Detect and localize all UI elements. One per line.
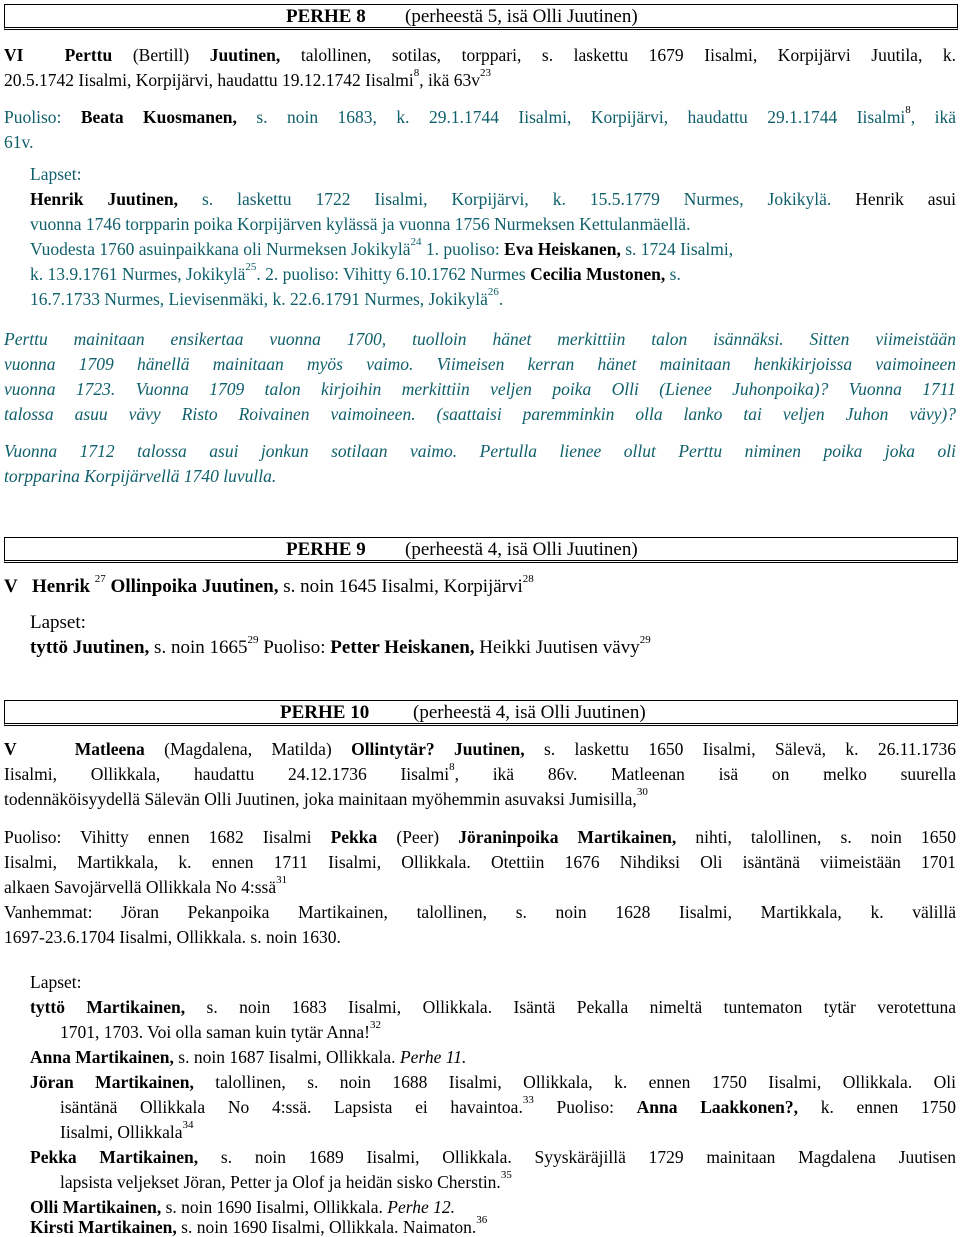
p9-child-1: tyttö Juutinen, s. noin 1665$^{29}$ Puoliso: Petter Heiskanen, Heikki Juutisen vävy$^{29}$ xyxy=(30,633,651,658)
family-10-title: PERHE 10 xyxy=(280,702,370,723)
p8-child-1-line-5: 16.7.1733 Nurmes, Lievisenmäki, k. 22.6.1791 Nurmes, Jokikylä$^{26}$. xyxy=(30,286,504,309)
p10-child-3-line-1: Jöran Martikainen, talollinen, s. noin 1688 Iisalmi, Ollikkala, k. ennen 1750 Iisalmi, Ollikkala. Oli xyxy=(30,1072,957,1092)
p8-line-1: VI Perttu (Bertill) Juutinen, talollinen, sotilas, torppari, s. laskettu 1679 Iisalmi, Korpijärvi Juutila, k. xyxy=(4,45,957,65)
p8-line-4: 61v. xyxy=(4,132,34,152)
p10-child-2: Anna Martikainen, s. noin 1687 Iisalmi, Ollikkala. Perhe 11. xyxy=(30,1047,467,1067)
p9-line-1: V Henrik $^{27}$ Ollinpoika Juutinen, s. noin 1645 Iisalmi, Korpijärvi$^{28}$ xyxy=(4,572,534,597)
p8-line-2: 20.5.1742 Iisalmi, Korpijärvi, haudattu 19.12.1742 Iisalmi$^8$, ikä $63v^{23}$ xyxy=(4,67,492,90)
p10-lapset-label: Lapset: xyxy=(30,972,82,992)
p8-child-1-line-1: Henrik Juutinen, s. laskettu 1722 Iisalmi, Korpijärvi, k. 15.5.1779 Nurmes, Jokikylä. Henrik asui xyxy=(30,189,956,209)
family-9-title: PERHE 9 xyxy=(286,539,366,560)
p8-note-line-4: talossa asuu vävy Risto Roivainen vaimoineen. (saattaisi paremminkin olla lanko tai veljen Juhon vävy)? xyxy=(4,404,956,424)
family-9-subtitle: (perheestä 4, isä Olli Juutinen) xyxy=(405,539,638,560)
p8-note-line-1: Perttu mainitaan ensikertaa vuonna 1700, tuolloin hänet merkittiin talon isännäksi. Sitten viimeistään xyxy=(4,329,956,349)
p10-line-2: Iisalmi, Ollikkala, haudattu 24.12.1736 Iisalmi$^8$, ikä 86v. Matleenan isä on melko suurella xyxy=(4,761,956,784)
p10-line-1: V Matleena (Magdalena, Matilda) Ollintytär? Juutinen, s. laskettu 1650 Iisalmi, Sälevä, k. 26.11.1736 xyxy=(4,739,957,759)
p8-child-1-line-2: vuonna 1746 torpparin poika Korpijärven kylässä ja vuonna 1756 Nurmeksen Kettulanmäellä. xyxy=(30,214,691,234)
p8-child-1-line-3: Vuodesta 1760 asuinpaikkana oli Nurmeksen Jokikylä$^{24}$ 1. puoliso: Eva Heiskanen, s. 1724 Iisalmi, xyxy=(30,236,734,259)
p8-note-line-5: Vuonna 1712 talossa asui jonkun sotilaan vaimo. Pertulla lienee ollut Perttu niminen poika joka oli xyxy=(4,441,956,461)
p10-child-1-line-1: tyttö Martikainen, s. noin 1683 Iisalmi, Ollikkala. Isäntä Pekalla nimeltä tuntematon tytär verotettuna xyxy=(30,997,956,1017)
p10-child-3-line-2: isäntänä Ollikkala No 4:ssä. Lapsista ei havaintoa.$^{33}$ Puoliso: Anna Laakkonen?, k. ennen 1750 xyxy=(60,1094,957,1117)
family-8-subtitle: (perheestä 5, isä Olli Juutinen) xyxy=(405,6,638,27)
p10-spouse-line-3: alkaen Savojärvellä Ollikkala No 4:ssä$^{31}$ xyxy=(4,874,288,897)
p8-lapset-label: Lapset: xyxy=(30,164,82,184)
p10-line-3: todennäköisyydellä Sälevän Olli Juutinen, joka mainitaan myöhemmin asuvaksi Jumisilla,$^{30}$ xyxy=(4,786,648,809)
p9-lapset-label: Lapset: xyxy=(30,612,86,633)
p10-parents-line-1: Vanhemmat: Jöran Pekanpoika Martikainen, talollinen, s. noin 1628 Iisalmi, Martikkala, k. välillä xyxy=(4,902,956,922)
family-10-subtitle: (perheestä 4, isä Olli Juutinen) xyxy=(413,702,646,723)
p8-note-line-2: vuonna 1709 hänellä mainitaan myös vaimo. Viimeisen kerran hänet mainitaan henkikirjoissa vaimoineen xyxy=(4,354,956,374)
p10-child-1-line-2: 1701, 1703. Voi olla saman kuin tytär Anna!$^{32}$ xyxy=(60,1019,381,1042)
p8-note-line-6: torpparina Korpijärvellä 1740 luvulla. xyxy=(4,466,277,486)
p10-child-5: Olli Martikainen, s. noin 1690 Iisalmi, Ollikkala. Perhe 12. xyxy=(30,1197,455,1217)
p10-child-4-line-1: Pekka Martikainen, s. noin 1689 Iisalmi, Ollikkala. Syyskäräjillä 1729 mainitaan Magdalena Juutisen xyxy=(30,1147,957,1167)
p10-spouse-line-2: Iisalmi, Martikkala, k. ennen 1711 Iisalmi, Ollikkala. Otettiin 1676 Nihdiksi Oli isäntänä viimeistään 1701 xyxy=(4,852,956,872)
p10-child-4-line-2: lapsista veljekset Jöran, Petter ja Olof ja heidän sisko Cherstin.$^{35}$ xyxy=(60,1169,512,1192)
p8-child-1-line-4: k. 13.9.1761 Nurmes, Jokikylä$^{25}$. 2. puoliso: Vihitty 6.10.1762 Nurmes Cecilia Mustonen, s. xyxy=(30,261,681,284)
p10-spouse-line-1: Puoliso: Vihitty ennen 1682 Iisalmi Pekka (Peer) Jöraninpoika Martikainen, nihti, talollinen, s. noin 1650 xyxy=(4,827,957,847)
p10-child-3-line-3: Iisalmi, Ollikkala$^{34}$ xyxy=(60,1119,194,1142)
p8-note-line-3: vuonna 1723. Vuonna 1709 talon kirjoihin merkittiin veljen poika Olli (Lienee Juhonpoika)? Vuonna 1711 xyxy=(4,379,956,399)
family-8-title: PERHE 8 xyxy=(286,6,366,27)
p10-child-6: Kirsti Martikainen, s. noin 1690 Iisalmi, Ollikkala. Naimaton.$^{36}$ xyxy=(30,1214,488,1237)
p8-spouse-line: Puoliso: Beata Kuosmanen, s. noin 1683, k. 29.1.1744 Iisalmi, Korpijärvi, haudattu 29.1.1744 Iisalmi$^8$, ikä xyxy=(4,104,956,127)
p10-parents-line-2: 1697-23.6.1704 Iisalmi, Ollikkala. s. noin 1630. xyxy=(4,927,341,947)
